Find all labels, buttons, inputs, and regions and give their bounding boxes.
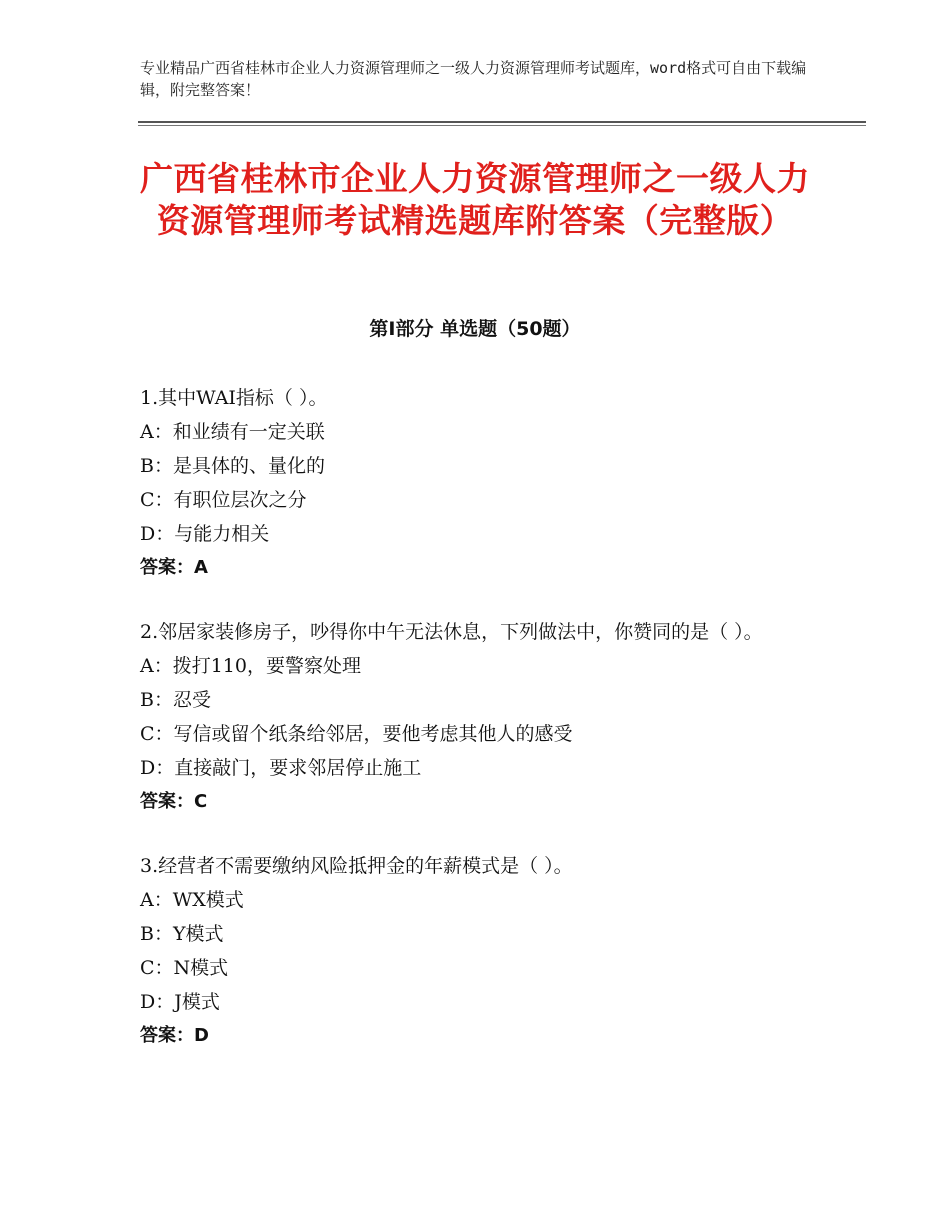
question-text: 1.其中WAI指标（ ）。: [140, 387, 328, 409]
header-divider-thick: [138, 121, 866, 123]
option-d: D：直接敲门，要求邻居停止施工: [140, 757, 422, 779]
answer-label: 答案：A: [140, 557, 208, 578]
question-list: [140, 381, 840, 1083]
option-a: A：和业绩有一定关联: [140, 421, 325, 443]
option-d: D：J模式: [140, 991, 220, 1013]
question-1: [140, 381, 840, 585]
question-text: 2.邻居家装修房子，吵得你中午无法休息，下列做法中，你赞同的是（ ）。: [140, 621, 763, 643]
option-c: C：写信或留个纸条给邻居，要他考虑其他人的感受: [140, 723, 573, 745]
option-b: B：忍受: [140, 689, 211, 711]
option-c: C：N模式: [140, 957, 229, 979]
option-a: A：WX模式: [140, 889, 244, 911]
question-2: [140, 615, 840, 819]
option-b: B：是具体的、量化的: [140, 455, 325, 477]
option-a: A：拨打110，要警察处理: [140, 655, 361, 677]
header-note: 专业精品广西省桂林市企业人力资源管理师之一级人力资源管理师考试题库，word格式可自由下载编辑，附完整答案！: [140, 59, 807, 99]
section-title: 第Ⅰ部分 单选题（50题）: [369, 318, 581, 340]
question-3: [140, 849, 840, 1053]
answer-label: 答案：C: [140, 791, 208, 812]
option-c: C：有职位层次之分: [140, 489, 307, 511]
option-d: D：与能力相关: [140, 523, 270, 545]
document-title: 广西省桂林市企业人力资源管理师之一级人力资源管理师考试精选题库附答案（完整版）: [140, 159, 810, 240]
header-divider-thin: [138, 125, 866, 126]
option-b: B：Y模式: [140, 923, 224, 945]
answer-label: 答案：D: [140, 1025, 209, 1046]
question-text: 3.经营者不需要缴纳风险抵押金的年薪模式是（ ）。: [140, 855, 573, 877]
